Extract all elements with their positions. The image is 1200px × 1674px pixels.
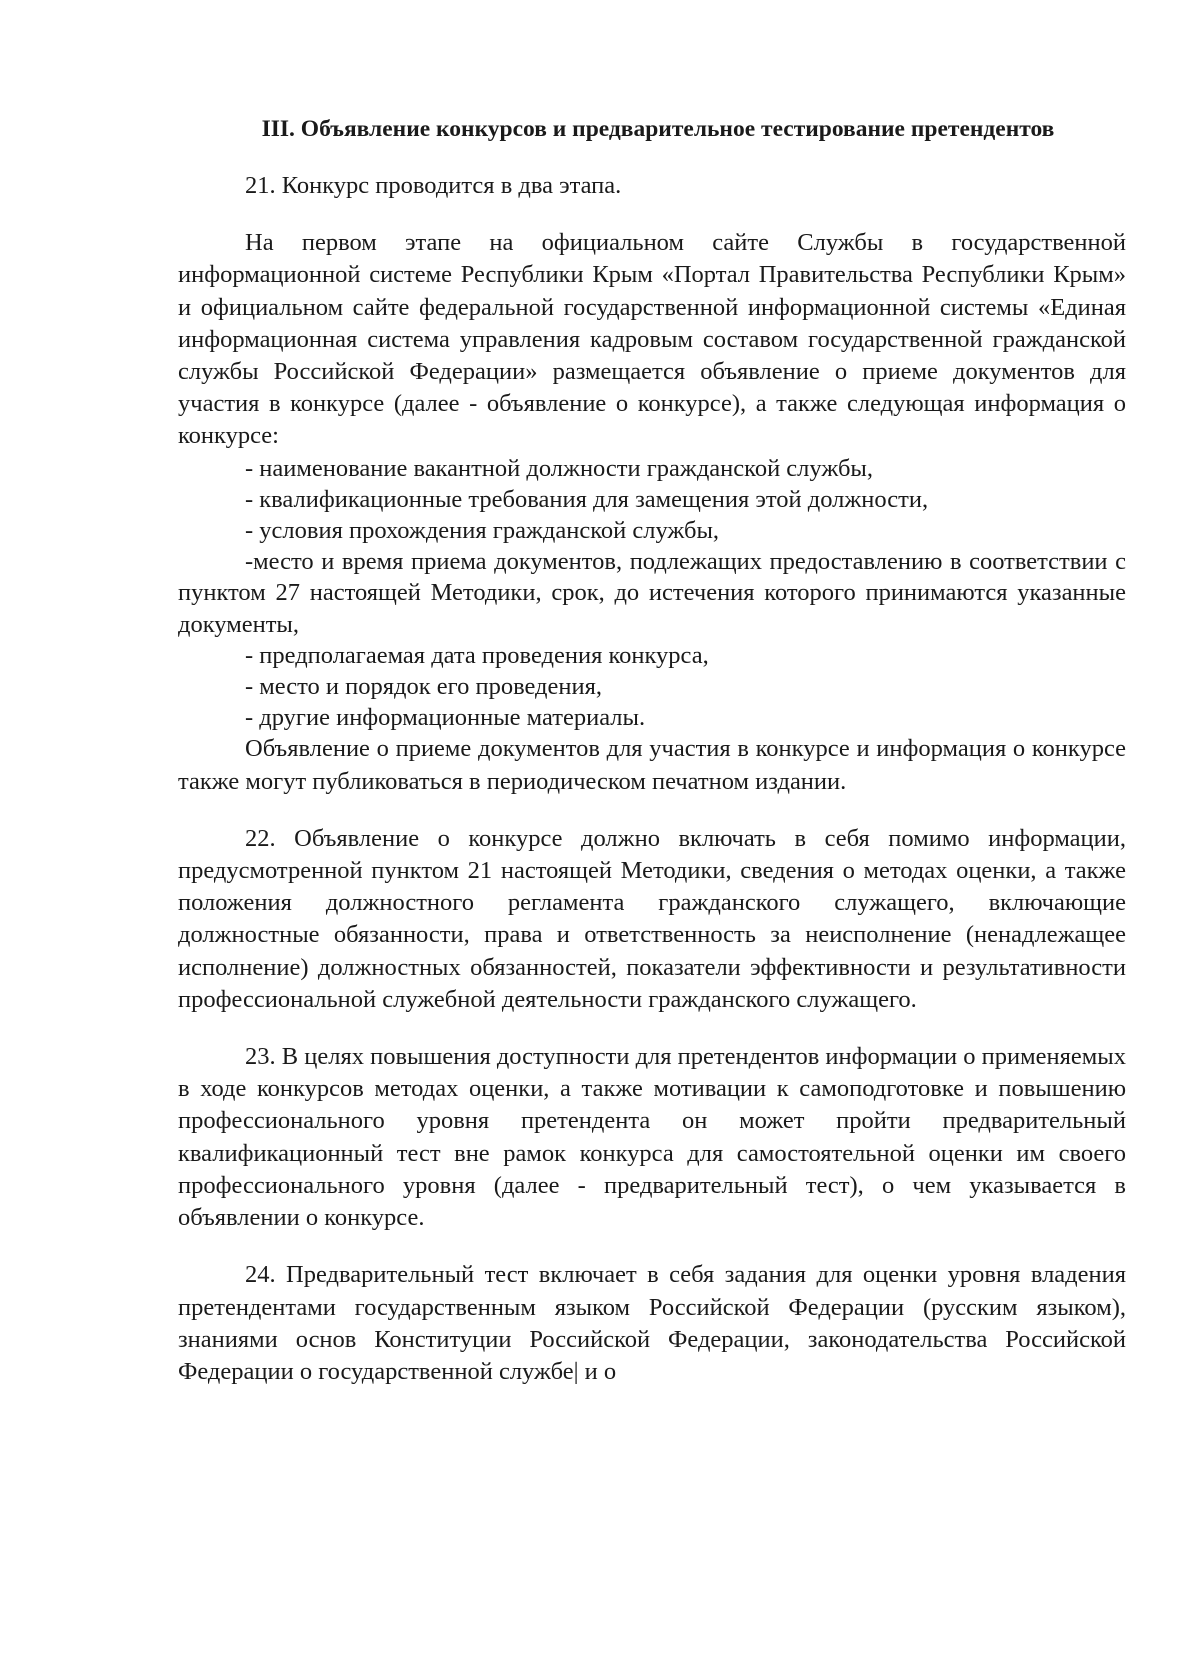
list-item: - предполагаемая дата проведения конкурса, (245, 641, 709, 669)
list-item: - квалификационные требования для замещения этой должности, (245, 485, 929, 513)
list-item: - условия прохождения гражданской службы, (245, 517, 720, 545)
paragraph-22: 22. Объявление о конкурсе должно включать в себя помимо информации, предусмотренной пунктом 21 настоящей Методики, сведения о методах оценки, а также положения должностного регламента гражданского служащего, включающие должностные обязанности, права и ответственность за неисполнение (ненадлежащее исполнение) должностных обязанностей, показатели эффективности и результативности профессиональной служебной деятельности гражданского служащего. (178, 824, 1126, 1013)
paragraph-21-first-stage: На первом этапе на официальном сайте Службы в государственной информационной системе Республики Крым «Портал Правительства Республики Крым» и официальном сайте федеральной государственной информационной системы «Единая информационная система управления кадровым составом государственной гражданской службы Российской Федерации» размещается объявление о приеме документов для участия в конкурсе (далее - объявление о конкурсе), а также следующая информация о конкурсе: (178, 229, 1126, 450)
info-list (178, 453, 1126, 734)
paragraph-21-publication: Объявление о приеме документов для участия в конкурсе и информация о конкурсе также могут публиковаться в периодическом печатном издании. (178, 735, 1126, 795)
list-item: - место и порядок его проведения, (245, 673, 602, 701)
paragraph-21-intro: 21. Конкурс проводится в два этапа. (245, 172, 622, 199)
document-page (178, 114, 1126, 1388)
section-heading: III. Объявление конкурсов и предварительное тестирование претендентов (261, 116, 1055, 142)
paragraph-24: 24. Предварительный тест включает в себя задания для оценки уровня владения претендентами государственным языком Российской Федерации (русским языком), знаниями основ Конституции Российской Федерации, законодательства Российской Федерации о государственной службе| и о (178, 1261, 1126, 1385)
list-item: - другие информационные материалы. (245, 704, 646, 732)
list-item: -место и время приема документов, подлежащих предоставлению в соответствии с пунктом 27 настоящей Методики, срок, до истечения которого принимаются указанные документы, (178, 548, 1126, 638)
list-item: - наименование вакантной должности гражданской службы, (245, 454, 873, 482)
paragraph-23: 23. В целях повышения доступности для претендентов информации о применяемых в ходе конкурсов методах оценки, а также мотивации к самоподготовке и повышению профессионального уровня претендента он может пройти предварительный квалификационный тест вне рамок конкурса для самостоятельной оценки им своего профессионального уровня (далее - предварительный тест), о чем указывается в объявлении о конкурсе. (178, 1043, 1126, 1232)
